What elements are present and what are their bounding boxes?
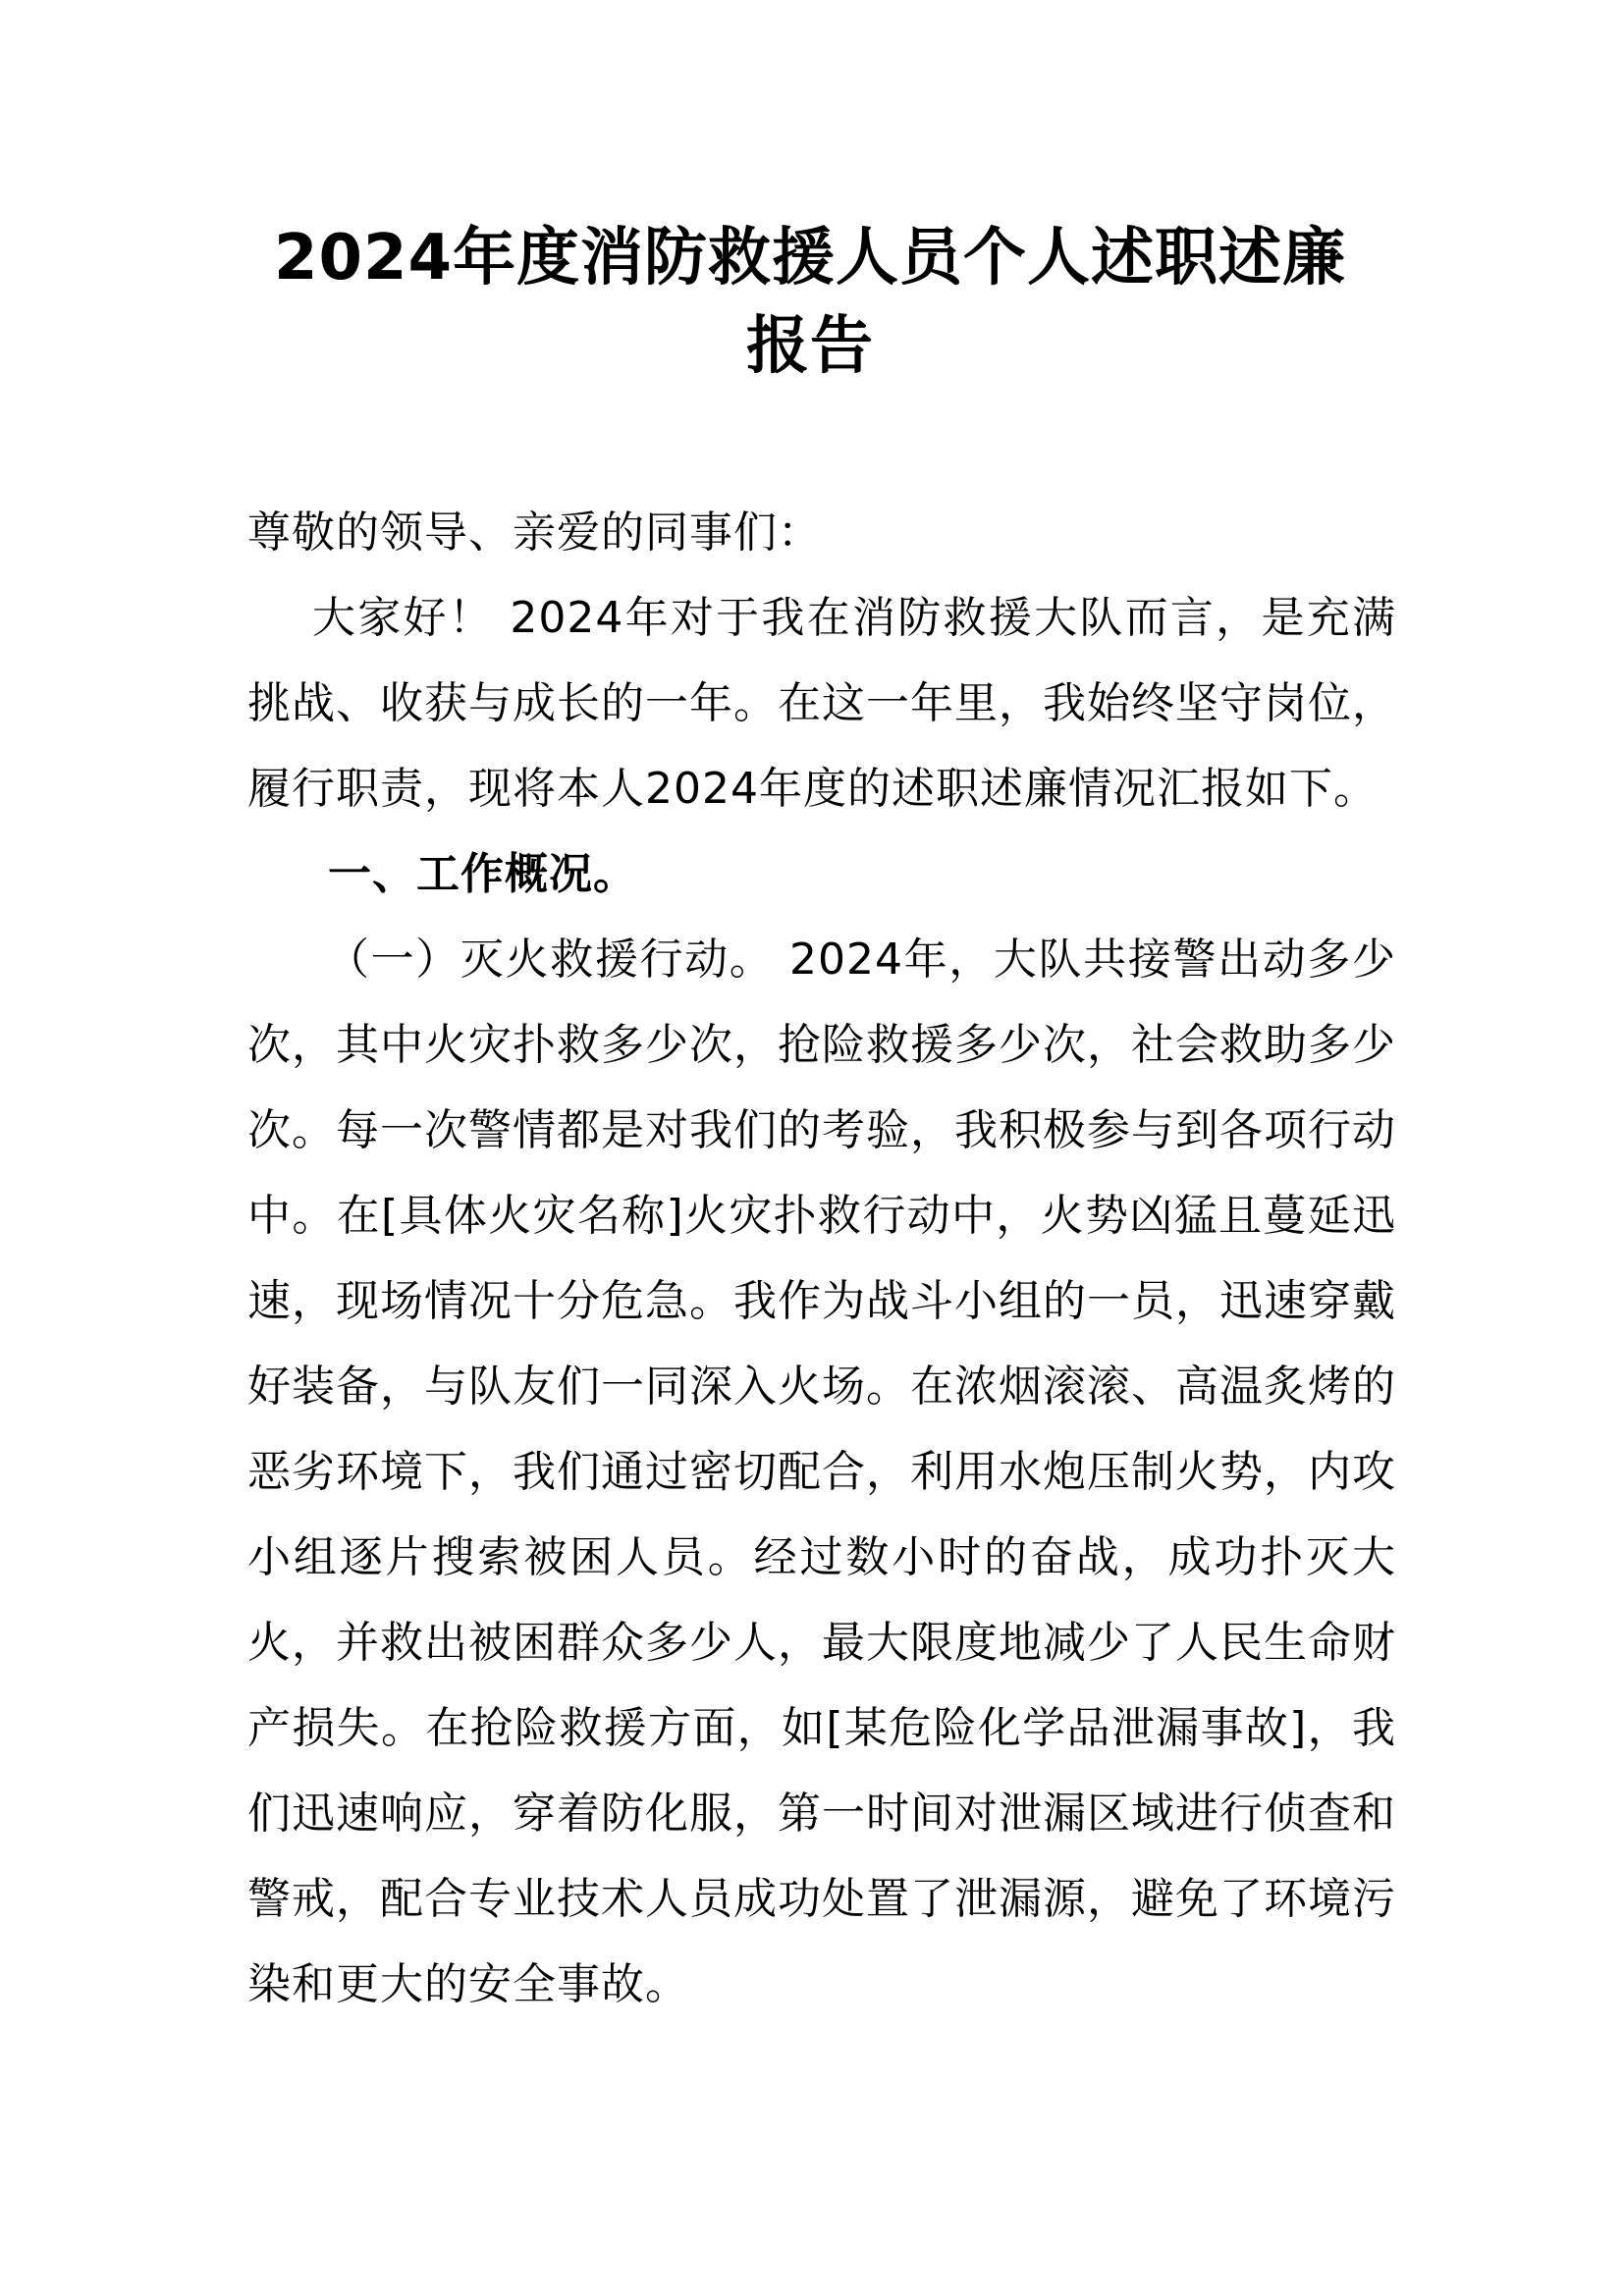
greeting-paragraph: 大家好！ 2024年对于我在消防救援大队而言，是充满挑战、收获与成长的一年。在这一年里，我始终坚守岗位，履行职责，现将本人2024年度的述职述廉情况汇报如下。 (247, 593, 1396, 814)
document-body (247, 490, 1396, 2027)
subsection-firefighting-rescue: （一）灭火救援行动。 2024年，大队共接警出动多少次，其中火灾扑救多少次，抢险救援多少次，社会救助多少次。每一次警情都是对我们的考验，我积极参与到各项行动中。在[具体火灾名称]火灾扑救行动中，火势凶猛且蔓延迅速，现场情况十分危急。我作为战斗小组的一员，迅速穿戴好装备，与队友们一同深入火场。在浓烟滚滚、高温炙烤的恶劣环境下，我们通过密切配合，利用水炮压制火势，内攻小组逐片搜索被困人员。经过数小时的奋战，成功扑灭大火，并救出被困群众多少人，最大限度地减少了人民生命财产损失。在抢险救援方面，如[某危险化学品泄漏事故]，我们迅速响应，穿着防化服，第一时间对泄漏区域进行侦查和警戒，配合专业技术人员成功处置了泄漏源，避免了环境污染和更大的安全事故。 (247, 934, 1396, 2009)
section-heading-work-overview: 一、工作概况。 (328, 849, 637, 899)
document-title: 2024年度消防救援人员个人述职述廉报告 (273, 222, 1347, 383)
salutation: 尊敬的领导、亲爱的同事们： (247, 507, 822, 558)
